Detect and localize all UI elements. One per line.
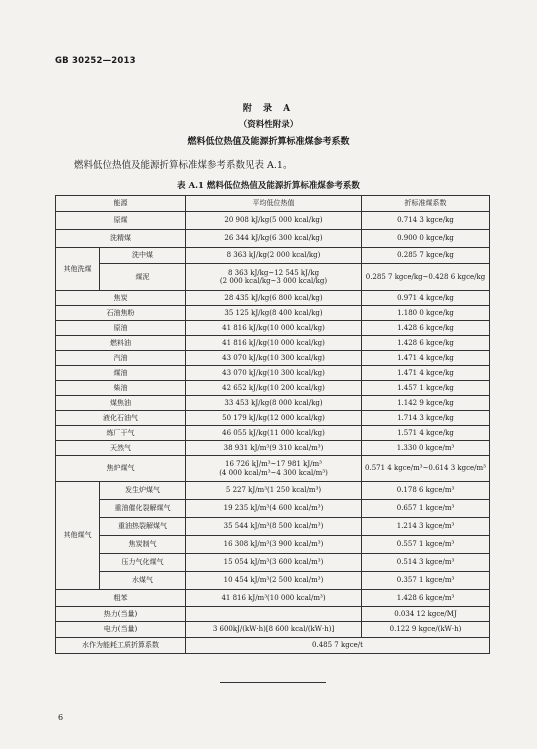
table-row [56,518,490,536]
table-row [56,366,490,381]
heat-value [186,607,362,622]
energy-name: 热力(当量) [56,607,186,622]
table-row [56,441,490,456]
table-row [56,426,490,441]
energy-name: 柴油 [56,381,186,396]
heat-value: 19 235 kJ/m³(4 600 kcal/m³) [186,500,362,518]
energy-name: 重油催化裂解煤气 [100,500,186,518]
table-row [56,572,490,590]
energy-name: 水煤气 [100,572,186,590]
heat-value: 15 054 kJ/m³(3 600 kcal/m³) [186,554,362,572]
standard-code: GB 30252—2013 [55,56,136,66]
energy-name: 液化石油气 [56,411,186,426]
heat-value: 8 363 kJ/kg(2 000 kcal/kg) [186,248,362,264]
table-row [56,306,490,321]
coef-value: 0.122 9 kgce/(kW·h) [362,622,490,638]
energy-name: 原煤 [56,212,186,230]
heat-range-kj: 8 363 kJ/kg~12 545 kJ/kg [227,268,320,277]
table-row [56,456,490,482]
energy-name: 煤油 [56,366,186,381]
table-row [56,554,490,572]
energy-name: 汽油 [56,351,186,366]
coef-value: 0.657 1 kgce/m³ [362,500,490,518]
heat-value: 5 227 kJ/m³(1 250 kcal/m³) [186,482,362,500]
heat-value [186,264,362,291]
energy-name: 天然气 [56,441,186,456]
table-row [56,291,490,306]
energy-name: 发生炉煤气 [100,482,186,500]
heat-range-kj: 16 726 kJ/m³~17 981 kJ/m³ [224,460,322,469]
heat-value: 43 070 kJ/kg(10 300 kcal/kg) [186,366,362,381]
footer-rule [220,682,326,683]
coef-value: 1.428 6 kgce/kg [362,336,490,351]
table-row [56,411,490,426]
group-label: 其他洗煤 [56,248,100,291]
table-row [56,248,490,264]
coef-value: 1.428 6 kgce/kg [362,321,490,336]
coef-value: 0.514 3 kgce/m³ [362,554,490,572]
coef-value: 1.457 1 kgce/kg [362,381,490,396]
coef-value: 0.557 1 kgce/m³ [362,536,490,554]
page-number: 6 [58,713,64,722]
heat-value: 46 055 kJ/kg(11 000 kcal/kg) [186,426,362,441]
appendix-name: 燃料低位热值及能源折算标准煤参考系数 [187,137,350,147]
energy-name: 石油焦粉 [56,306,186,321]
coef-value: 1.180 0 kgce/kg [362,306,490,321]
table-row [56,536,490,554]
energy-name: 焦炭制气 [100,536,186,554]
table-row [56,264,490,291]
coef-value: 0.571 4 kgce/m³~0.614 3 kgce/m³ [362,456,490,482]
coef-value: 0.971 4 kgce/kg [362,291,490,306]
coef-value: 1.714 3 kgce/kg [362,411,490,426]
table-row [56,482,490,500]
appendix-title: 附 录 A [242,104,295,114]
energy-name: 粗苯 [56,590,186,607]
coef-value: 0.285 7 kgce/kg~0.428 6 kgce/kg [362,264,490,291]
table-row [56,590,490,607]
heat-range-kcal: (2 000 kcal/kg~3 000 kcal/kg) [219,277,328,285]
table-row [56,321,490,336]
coef-value: 0.357 1 kgce/m³ [362,572,490,590]
energy-name: 煤泥 [100,264,186,291]
coef-value: 1.142 9 kgce/kg [362,396,490,411]
table-row [56,336,490,351]
header-heat: 平均低位热值 [186,196,362,212]
energy-name: 电力(当量) [56,622,186,638]
coef-value: 1.428 6 kgce/m³ [362,590,490,607]
coef-value: 0.900 0 kgce/kg [362,230,490,248]
energy-name: 水作为能耗工质折算系数 [56,638,186,654]
coef-value: 0.285 7 kgce/kg [362,248,490,264]
heat-value: 20 908 kJ/kg(5 000 kcal/kg) [186,212,362,230]
appendix-subtitle: （资料性附录） [238,120,299,130]
group-label: 其他煤气 [56,482,100,590]
energy-name: 压力气化煤气 [100,554,186,572]
heat-value: 33 453 kJ/kg(8 000 kcal/kg) [186,396,362,411]
coef-value: 1.571 4 kgce/kg [362,426,490,441]
heat-value: 26 344 kJ/kg(6 300 kcal/kg) [186,230,362,248]
coef-value: 0.178 6 kgce/m³ [362,482,490,500]
coef-value: 1.471 4 kgce/kg [362,366,490,381]
energy-name: 焦炭 [56,291,186,306]
table-row [56,607,490,622]
energy-name: 焦炉煤气 [56,456,186,482]
header-coef: 折标准煤系数 [362,196,490,212]
heat-value: 35 125 kJ/kg(8 400 kcal/kg) [186,306,362,321]
heat-value: 50 179 kJ/kg(12 000 kcal/kg) [186,411,362,426]
table-row [56,500,490,518]
table-caption: 表 A.1 燃料低位热值及能源折算标准煤参考系数 [177,181,360,191]
coef-value: 1.330 0 kgce/m³ [362,441,490,456]
heat-value: 35 544 kJ/m³(8 500 kcal/m³) [186,518,362,536]
heat-value: 28 435 kJ/kg(6 800 kcal/kg) [186,291,362,306]
energy-name: 燃料油 [56,336,186,351]
heat-value: 41 816 kJ/kg(10 000 kcal/kg) [186,321,362,336]
heat-range-kcal: (4 000 kcal/m³~4 300 kcal/m³) [219,468,328,477]
energy-name: 洗精煤 [56,230,186,248]
heat-value: 41 816 kJ/kg(10 000 kcal/kg) [186,336,362,351]
table-header-row [56,196,490,212]
heat-value: 3 600kJ/(kW·h)[8 600 kcal/(kW·h)] [186,622,362,638]
heat-value: 41 816 kJ/m³(10 000 kcal/m³) [186,590,362,607]
heat-value: 43 070 kJ/kg(10 300 kcal/kg) [186,351,362,366]
energy-name: 重油热裂解煤气 [100,518,186,536]
fuel-coefficient-table [55,195,490,654]
coef-value: 0.714 3 kgce/kg [362,212,490,230]
table-row [56,230,490,248]
coef-value: 0.034 12 kgce/MJ [362,607,490,622]
coef-value: 1.214 3 kgce/m³ [362,518,490,536]
heat-value: 16 308 kJ/m³(3 900 kcal/m³) [186,536,362,554]
energy-name: 煤焦油 [56,396,186,411]
table-row [56,351,490,366]
table-row [56,638,490,654]
coef-value: 0.485 7 kgce/t [186,638,490,654]
energy-name: 炼厂干气 [56,426,186,441]
energy-name: 洗中煤 [100,248,186,264]
heat-value: 38 931 kJ/m³(9 310 kcal/m³) [186,441,362,456]
heat-value: 42 652 kJ/kg(10 200 kcal/kg) [186,381,362,396]
coef-value: 1.471 4 kgce/kg [362,351,490,366]
heat-value [186,456,362,482]
energy-name: 原油 [56,321,186,336]
table-row [56,622,490,638]
header-energy: 能源 [56,196,186,212]
intro-paragraph: 燃料低位热值及能源折算标准煤参考系数见表 A.1。 [74,160,293,171]
table-row [56,381,490,396]
heat-value: 10 454 kJ/m³(2 500 kcal/m³) [186,572,362,590]
table-row [56,212,490,230]
table-row [56,396,490,411]
